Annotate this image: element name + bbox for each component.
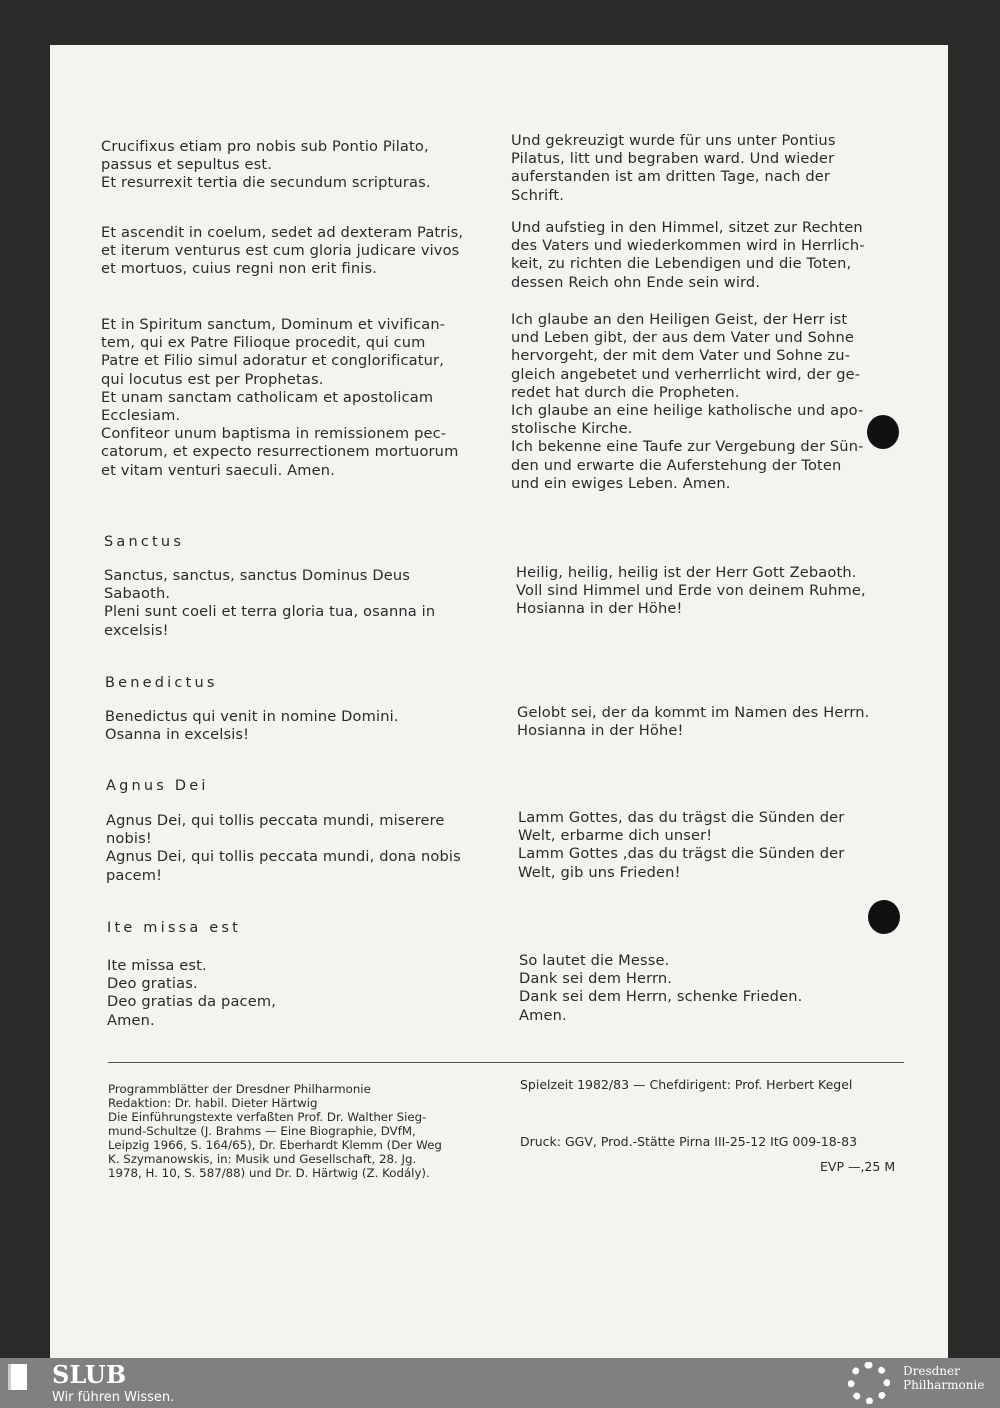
partner-logo-text[interactable]: Dresdner Philharmonie (903, 1364, 985, 1392)
heading-sanctus: Sanctus (104, 534, 185, 550)
german-text-sanctus: Heilig, heilig, heilig ist der Herr Gott Zebaoth. Voll sind Himmel und Erde von deinem Ruhme, Hosianna in der Höhe! (516, 564, 866, 618)
latin-text-spiritum: Et in Spiritum sanctum, Dominum et vivifican- tem, qui ex Patre Filioque procedit, qui cum Patre et Filio simul adoratur et conglorificatur, qui locutus est per Prophetas. Et unam sanctam catholicam et apostolicam Ecclesiam. Confiteor unum baptisma in remissionem pec- catorum, et expecto resurrectionem mortuorum et vitam venturi saeculi. Amen. (101, 316, 459, 479)
philharmonie-logo-icon (848, 1362, 890, 1404)
divider (108, 1062, 904, 1063)
punch-hole (867, 415, 899, 449)
footer-credits: Programmblätter der Dresdner Philharmonie Redaktion: Dr. habil. Dieter Härtwig Die Einführungstexte verfaßten Prof. Dr. Walther Sieg- mund-Schultze (J. Brahms — Eine Biographie, DVfM, Leipzig 1966, S. 164/65), Dr. Eberhardt Klemm (Der Weg K. Szymanowskis, in: Musik und Gesellschaft, 28. Jg. 1978, H. 10, S. 587/88) und Dr. D. Härtwig (Z. Kodály). (108, 1082, 442, 1180)
latin-text-sanctus: Sanctus, sanctus, sanctus Dominus Deus Sabaoth. Pleni sunt coeli et terra gloria tua, osanna in excelsis! (104, 567, 436, 639)
german-text-ascendit: Und aufstieg in den Himmel, sitzet zur Rechten des Vaters und wiederkommen wird in Herrlich- keit, zu richten die Lebendigen und die Toten, dessen Reich ohn Ende sein wird. (511, 219, 865, 291)
slub-tagline: Wir führen Wissen. (52, 1390, 175, 1405)
latin-text-ite-missa-est: Ite missa est. Deo gratias. Deo gratias da pacem, Amen. (107, 957, 277, 1029)
latin-text-ascendit: Et ascendit in coelum, sedet ad dexteram Patris, et iterum venturus est cum gloria judicare vivos et mortuos, cuius regni non erit finis. (101, 224, 464, 278)
german-text-crucifixus: Und gekreuzigt wurde für uns unter Pontius Pilatus, litt und begraben ward. Und wieder auferstanden ist am dritten Tage, nach der Schrift. (511, 132, 836, 204)
german-text-ite-missa-est: So lautet die Messe. Dank sei dem Herrn. Dank sei dem Herrn, schenke Frieden. Amen. (519, 952, 803, 1024)
latin-text-crucifixus: Crucifixus etiam pro nobis sub Pontio Pilato, passus et sepultus est. Et resurrexit tertia die secundum scripturas. (101, 138, 431, 192)
footer-season: Spielzeit 1982/83 — Chefdirigent: Prof. Herbert Kegel (520, 1077, 853, 1092)
footer-print: Druck: GGV, Prod.-Stätte Pirna III-25-12 ItG 009-18-83 (520, 1134, 858, 1149)
slub-logo-title[interactable]: SLUB (52, 1360, 127, 1389)
book-icon (8, 1364, 27, 1390)
heading-benedictus: Benedictus (105, 675, 218, 691)
heading-agnus-dei: Agnus Dei (106, 778, 209, 794)
library-banner (0, 1358, 1000, 1408)
latin-text-benedictus: Benedictus qui venit in nomine Domini. Osanna in excelsis! (105, 708, 399, 744)
footer-price: EVP —,25 M (820, 1159, 896, 1174)
latin-text-agnus-dei: Agnus Dei, qui tollis peccata mundi, miserere nobis! Agnus Dei, qui tollis peccata mundi, dona nobis pacem! (106, 812, 461, 884)
heading-ite-missa-est: Ite missa est (107, 920, 242, 936)
punch-hole (868, 900, 900, 934)
german-text-agnus-dei: Lamm Gottes, das du trägst die Sünden der Welt, erbarme dich unser! Lamm Gottes ,das du trägst die Sünden der Welt, gib uns Frieden! (518, 809, 845, 881)
german-text-spiritum: Ich glaube an den Heiligen Geist, der Herr ist und Leben gibt, der aus dem Vater und Sohne hervorgeht, der mit dem Vater und Sohne zu- gleich angebetet und verherrlicht wird, der ge- redet hat durch die Propheten. Ich glaube an eine heilige katholische und apo- stolische Kirche. Ich bekenne eine Taufe zur Vergebung der Sün- den und erwarte die Auferstehung der Toten und ein ewiges Leben. Amen. (511, 311, 864, 492)
german-text-benedictus: Gelobt sei, der da kommt im Namen des Herrn. Hosianna in der Höhe! (517, 704, 870, 740)
